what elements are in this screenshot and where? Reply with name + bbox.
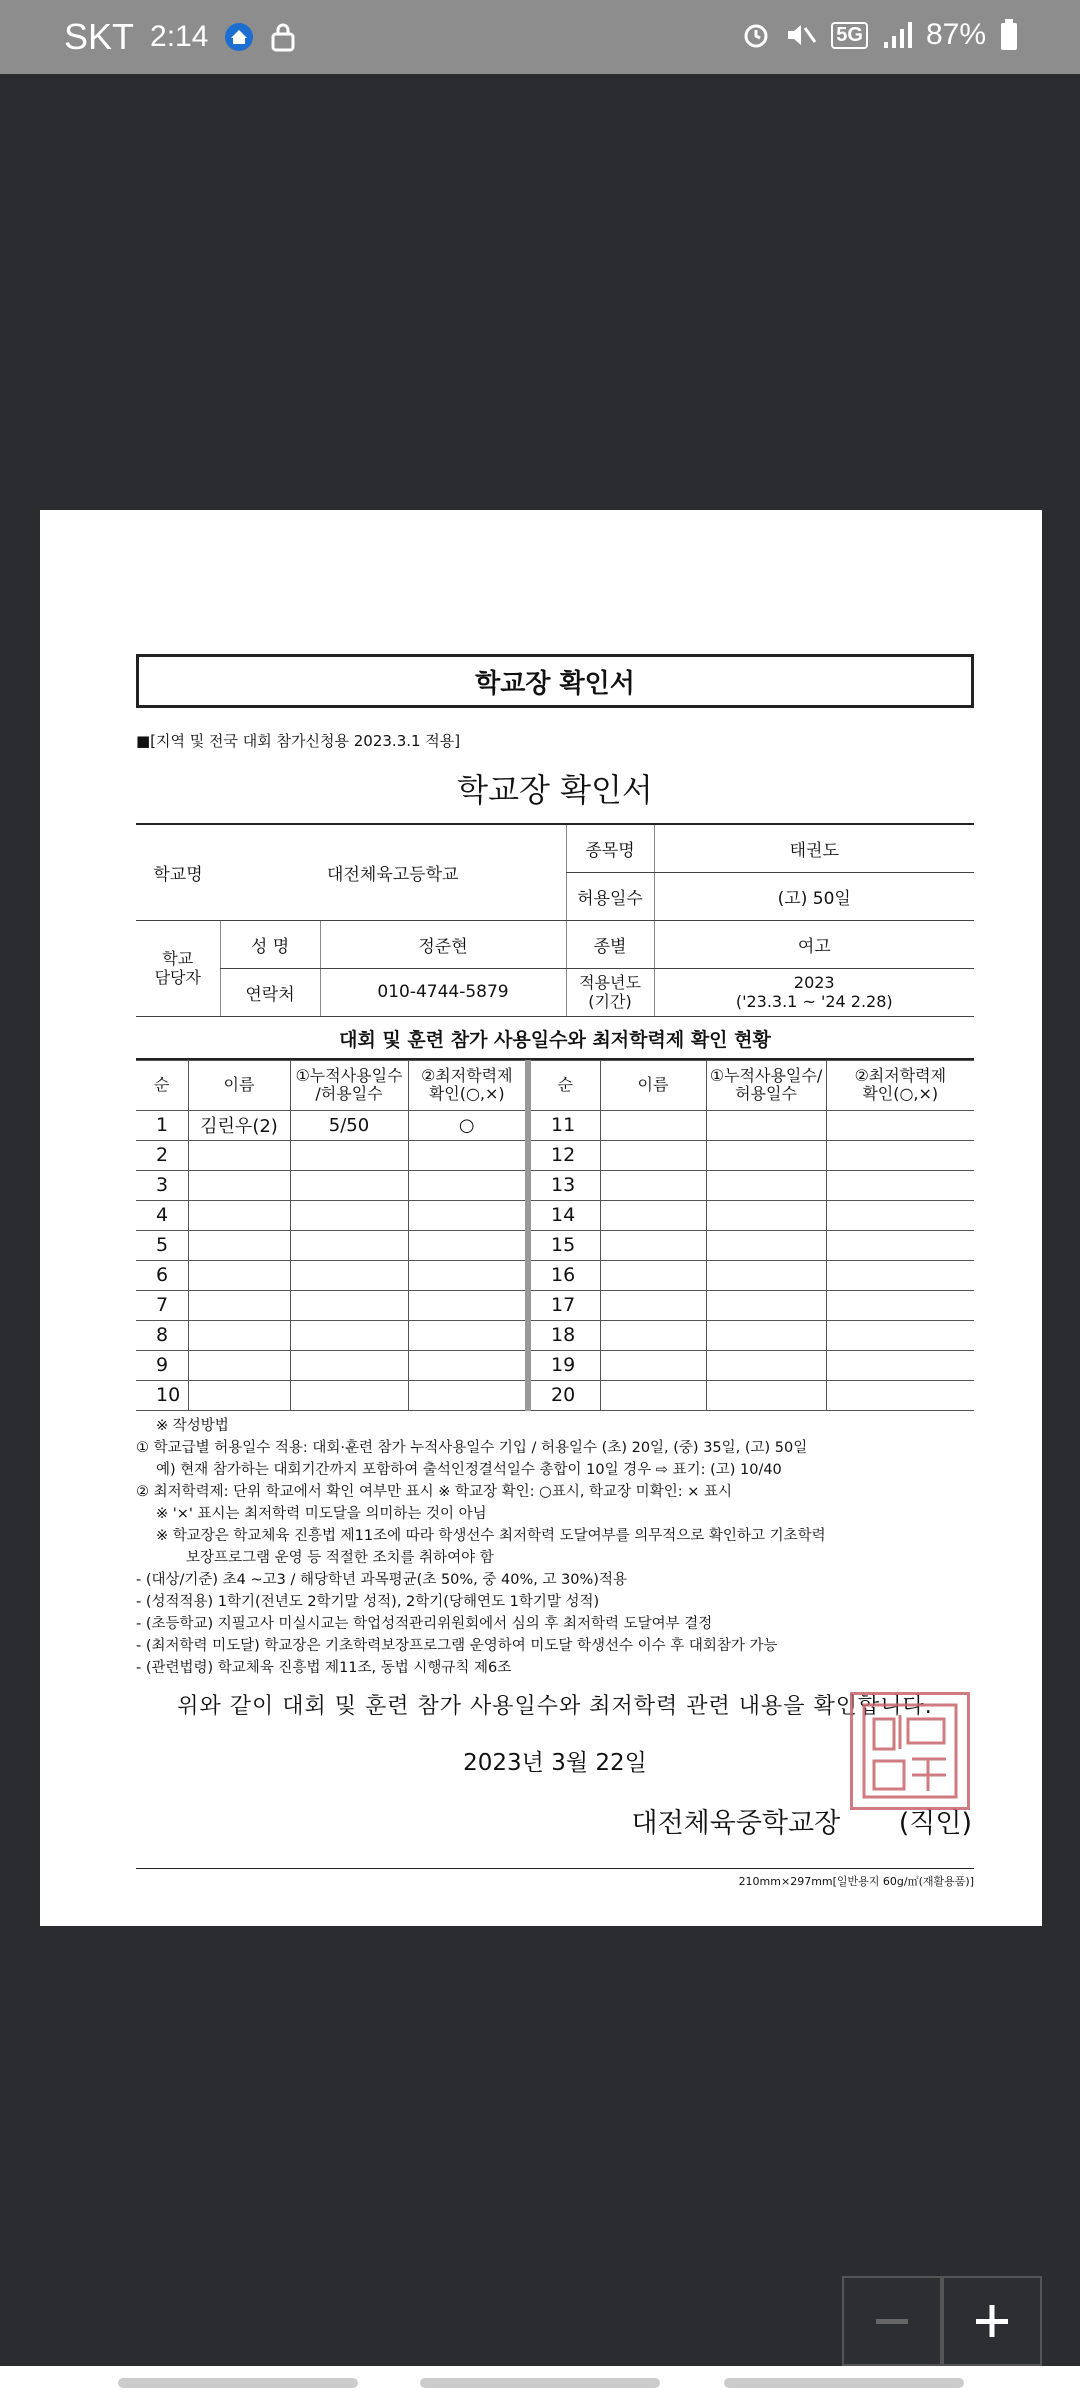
nav-back-button[interactable] (724, 2378, 964, 2388)
network-type-icon: 5G (831, 22, 868, 49)
gender-value: 여고 (654, 920, 974, 968)
note-line: ※ 학교장은 학교체육 진흥법 제11조에 따라 학생선수 최저학력 도달여부를 의무적으로 확인하고 기초학력 (156, 1527, 826, 1544)
days-used (290, 1380, 408, 1410)
table-row (136, 1170, 974, 1200)
days-used (706, 1320, 826, 1350)
note-line: ① 학교급별 허용일수 적용: 대회·훈련 참가 누적사용일수 기입 / 허용일수 (초) 20일, (중) 35일, (고) 50일 (136, 1439, 808, 1456)
table-row (136, 1320, 974, 1350)
min-academic-check (826, 1380, 974, 1410)
note-line: - (최저학력 미도달) 학교장은 기초학력보장프로그램 운영하여 미도달 학생선수 이수 후 대회참가 가능 (136, 1637, 778, 1654)
table-row (136, 1260, 974, 1290)
battery-percent: 87% (925, 18, 986, 51)
lock-icon (270, 22, 296, 52)
contact-value: 010-4744-5879 (320, 968, 566, 1016)
principal-name: 대전체육중학교장 (631, 1807, 841, 1839)
min-academic-check (826, 1260, 974, 1290)
min-academic-check (408, 1260, 528, 1290)
row-number: 11 (528, 1110, 600, 1140)
table-row (136, 1290, 974, 1320)
days-used (706, 1260, 826, 1290)
student-name (600, 1260, 706, 1290)
student-name (188, 1320, 290, 1350)
header-name: 이름 (600, 1060, 706, 1110)
usage-table (136, 1060, 974, 1411)
days-used (290, 1230, 408, 1260)
manager-label: 학교 담당자 (136, 920, 220, 1016)
note-line: ※ 작성방법 (156, 1417, 229, 1434)
row-number: 16 (528, 1260, 600, 1290)
name-value: 정준현 (320, 920, 566, 968)
instructions (136, 1415, 974, 1679)
paper-spec: 210mm×297mm[일반용지 60g/㎡(재활용품)] (136, 1868, 974, 1889)
note-line: - (성적적용) 1학기(전년도 2학기말 성적), 2학기(당해연도 1학기말 성적) (136, 1593, 600, 1610)
student-name (600, 1140, 706, 1170)
zoom-controls (842, 2276, 1042, 2366)
table-header-row (136, 1060, 974, 1110)
school-info-table (136, 823, 974, 1017)
row-number: 14 (528, 1200, 600, 1230)
days-used (290, 1140, 408, 1170)
student-name: 김린우(2) (188, 1110, 290, 1140)
header-no: 순 (136, 1060, 188, 1110)
confirmation-statement: 위와 같이 대회 및 훈련 참가 사용일수와 최저학력 관련 내용을 확인합니다. (177, 1693, 933, 1719)
school-seal-stamp (850, 1692, 970, 1810)
nav-recents-button[interactable] (118, 2378, 358, 2388)
row-number: 10 (136, 1380, 188, 1410)
student-name (188, 1260, 290, 1290)
days-used (706, 1380, 826, 1410)
principal-signature (136, 1801, 974, 1840)
min-academic-check (826, 1290, 974, 1320)
row-number: 3 (136, 1170, 188, 1200)
min-academic-check (826, 1170, 974, 1200)
table-row (136, 1380, 974, 1410)
plus-icon (972, 2301, 1012, 2341)
battery-icon (1000, 19, 1018, 51)
min-academic-check (826, 1140, 974, 1170)
header-no: 순 (528, 1060, 600, 1110)
document-page[interactable] (40, 510, 1042, 1926)
note-line: - (초등학교) 지필고사 미실시교는 학업성적관리위원회에서 심의 후 최저학력 도달여부 결정 (136, 1615, 713, 1632)
note-line: ② 최저학력제: 단위 학교에서 확인 여부만 표시 ※ 학교장 확인: ○표시, 학교장 미확인: × 표시 (136, 1483, 732, 1500)
signal-icon (882, 20, 912, 50)
note-line: 보장프로그램 운영 등 적절한 조치를 취하여야 함 (186, 1549, 494, 1566)
school-name: 대전체육고등학교 (220, 824, 566, 920)
student-name (188, 1380, 290, 1410)
days-used (290, 1290, 408, 1320)
period-value: ('23.3.1 ~ '24 2.28) (735, 992, 893, 1011)
min-academic-check (408, 1350, 528, 1380)
table-row (136, 1140, 974, 1170)
min-academic-check (408, 1170, 528, 1200)
student-name (188, 1350, 290, 1380)
allow-value: (고) 50일 (654, 872, 974, 920)
student-name (600, 1200, 706, 1230)
issue-date: 2023년 3월 22일 (463, 1749, 647, 1776)
main-title: 학교장 확인서 (457, 771, 653, 809)
min-academic-check (408, 1290, 528, 1320)
header-days: ①누적사용일수 /허용일수 (290, 1060, 408, 1110)
student-name (600, 1230, 706, 1260)
event-label: 종목명 (566, 824, 654, 872)
min-academic-check (408, 1200, 528, 1230)
header-days: ①누적사용일수/ 허용일수 (706, 1060, 826, 1110)
days-used (706, 1200, 826, 1230)
min-academic-check (826, 1110, 974, 1140)
row-number: 5 (136, 1230, 188, 1260)
navigation-bar (0, 2366, 1080, 2400)
alarm-icon (741, 20, 771, 50)
row-number: 18 (528, 1320, 600, 1350)
student-name (600, 1350, 706, 1380)
note-line: - (관련법령) 학교체육 진흥법 제11조, 동법 시행규칙 제6조 (136, 1659, 512, 1676)
student-name (600, 1380, 706, 1410)
note-line: - (대상/기준) 초4 ~고3 / 해당학년 과목평균(초 50%, 중 40%, 고 30%)적용 (136, 1571, 627, 1588)
min-academic-check (408, 1320, 528, 1350)
student-name (188, 1290, 290, 1320)
row-number: 15 (528, 1230, 600, 1260)
row-number: 8 (136, 1320, 188, 1350)
min-academic-check (826, 1320, 974, 1350)
box-title: 학교장 확인서 (136, 654, 974, 708)
allow-label: 허용일수 (566, 872, 654, 920)
year-cell (654, 968, 974, 1016)
row-number: 19 (528, 1350, 600, 1380)
student-name (188, 1170, 290, 1200)
note-line: 예) 현재 참가하는 대회기간까지 포함하여 출석인정결석일수 총합이 10일 경우 ⇨ 표기: (고) 10/40 (156, 1461, 782, 1478)
note-line: ※ '×' 표시는 최저학력 미도달을 의미하는 것이 아님 (156, 1505, 487, 1522)
form-subnote: ■[지역 및 전국 대회 참가신청용 2023.3.1 적용] (136, 732, 461, 750)
student-name (188, 1200, 290, 1230)
contact-label: 연락처 (220, 968, 320, 1016)
row-number: 7 (136, 1290, 188, 1320)
name-label: 성 명 (220, 920, 320, 968)
table-row (136, 1230, 974, 1260)
days-used: 5/50 (290, 1110, 408, 1140)
days-used (706, 1350, 826, 1380)
header-check: ②최저학력제 확인(○,×) (826, 1060, 974, 1110)
header-check: ②최저학력제 확인(○,×) (408, 1060, 528, 1110)
student-name (600, 1110, 706, 1140)
days-used (290, 1170, 408, 1200)
nav-home-button[interactable] (420, 2378, 660, 2388)
student-name (600, 1320, 706, 1350)
row-number: 12 (528, 1140, 600, 1170)
min-academic-check (408, 1380, 528, 1410)
seal-label: (직인) (898, 1807, 972, 1839)
year-value: 2023 (793, 972, 835, 992)
min-academic-check: ○ (408, 1110, 528, 1140)
row-number: 6 (136, 1260, 188, 1290)
minus-icon (872, 2301, 912, 2341)
student-name (600, 1290, 706, 1320)
mute-icon (785, 20, 817, 50)
table-row (136, 1110, 974, 1140)
days-used (290, 1320, 408, 1350)
days-used (290, 1200, 408, 1230)
days-used (706, 1170, 826, 1200)
days-used (706, 1290, 826, 1320)
year-label: 적용년도 (기간) (566, 968, 654, 1016)
section-title: 대회 및 훈련 참가 사용일수와 최저학력제 확인 현황 (136, 1025, 974, 1060)
carrier-label: SKT (64, 16, 135, 57)
home-security-icon (224, 22, 254, 52)
row-number: 20 (528, 1380, 600, 1410)
document-content (136, 654, 974, 1889)
row-number: 9 (136, 1350, 188, 1380)
days-used (290, 1260, 408, 1290)
table-row (136, 1200, 974, 1230)
days-used (706, 1140, 826, 1170)
row-number: 4 (136, 1200, 188, 1230)
row-number: 2 (136, 1140, 188, 1170)
min-academic-check (826, 1350, 974, 1380)
student-name (188, 1140, 290, 1170)
days-used (706, 1230, 826, 1260)
row-number: 1 (136, 1110, 188, 1140)
min-academic-check (826, 1200, 974, 1230)
header-name: 이름 (188, 1060, 290, 1110)
student-name (188, 1230, 290, 1260)
row-number: 17 (528, 1290, 600, 1320)
student-name (600, 1170, 706, 1200)
zoom-in-button[interactable] (942, 2276, 1042, 2366)
days-used (290, 1350, 408, 1380)
min-academic-check (826, 1230, 974, 1260)
table-row (136, 1350, 974, 1380)
status-bar (0, 0, 1080, 74)
days-used (706, 1110, 826, 1140)
event-value: 태권도 (654, 824, 974, 872)
zoom-out-button[interactable] (842, 2276, 942, 2366)
row-number: 13 (528, 1170, 600, 1200)
school-label: 학교명 (136, 824, 220, 920)
gender-label: 종별 (566, 920, 654, 968)
min-academic-check (408, 1140, 528, 1170)
clock: 2:14 (150, 20, 209, 53)
min-academic-check (408, 1230, 528, 1260)
